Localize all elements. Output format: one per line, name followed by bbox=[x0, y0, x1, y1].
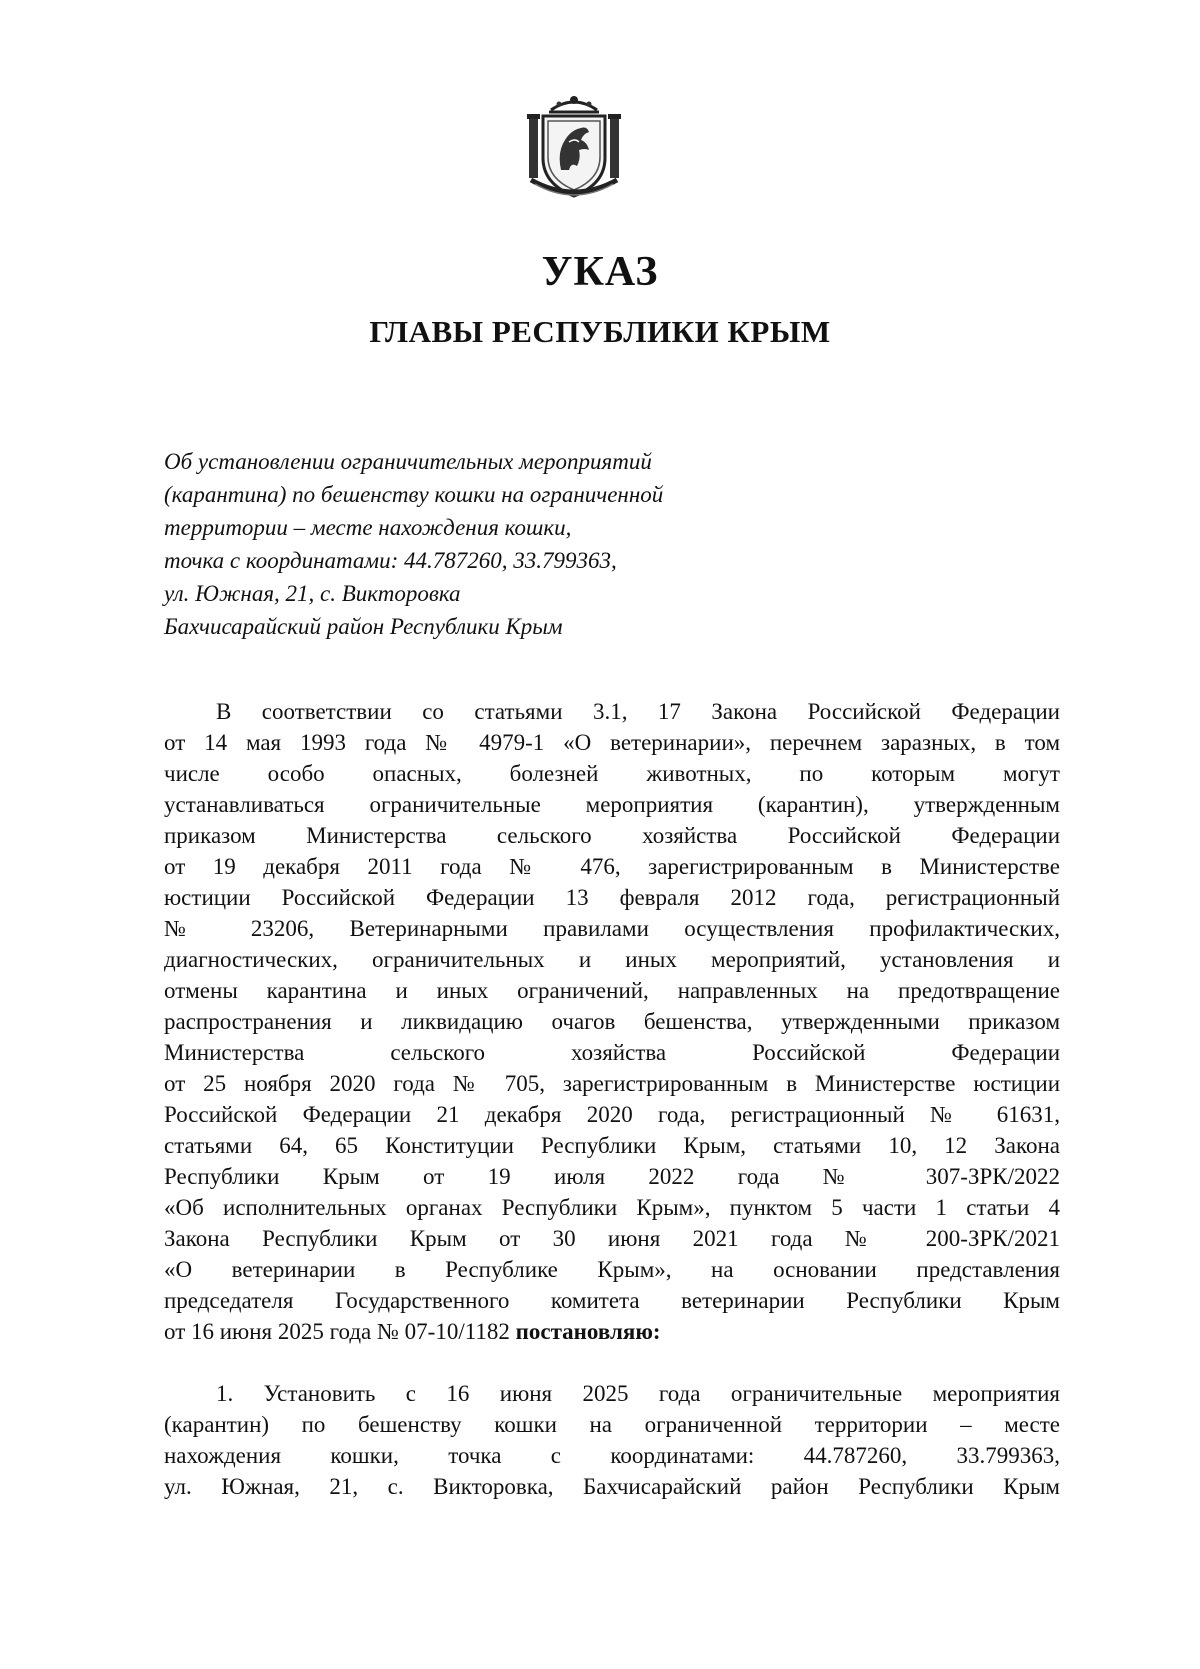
decree-word: постановляю: bbox=[515, 1319, 661, 1344]
paragraph-line: от 19 декабря 2011 года № 476, зарегистрированным в Министерстве bbox=[164, 854, 1060, 879]
paragraph-line: нахождения кошки, точка с координатами: 44.787260, 33.799363, bbox=[164, 1443, 1060, 1468]
paragraph-line: распространения и ликвидацию очагов бешенства, утвержденными приказом bbox=[164, 1009, 1060, 1034]
paragraph-line: № 23206, Ветеринарными правилами осуществления профилактических, bbox=[164, 916, 1060, 941]
paragraph-line: числе особо опасных, болезней животных, по которым могут bbox=[164, 761, 1060, 786]
paragraph-line: В соответствии со статьями 3.1, 17 Закона Российской Федерации bbox=[216, 699, 1060, 724]
decree-subject bbox=[164, 445, 804, 643]
subject-line: ул. Южная, 21, с. Викторовка bbox=[164, 581, 461, 606]
paragraph-line: Республики Крым от 19 июля 2022 года № 307-ЗРК/2022 bbox=[164, 1164, 1060, 1189]
paragraph-line: от 14 мая 1993 года № 4979-1 «О ветеринарии», перечнем заразных, в том bbox=[164, 730, 1060, 755]
preamble-paragraph bbox=[164, 696, 1060, 1347]
paragraph-line: диагностических, ограничительных и иных мероприятий, установления и bbox=[164, 947, 1060, 972]
decree-reference: от 16 июня 2025 года № 07-10/1182 bbox=[164, 1319, 510, 1344]
paragraph-line: ул. Южная, 21, с. Викторовка, Бахчисарайский район Республики Крым bbox=[164, 1474, 1060, 1499]
paragraph-line: 1. Установить с 16 июня 2025 года ограничительные мероприятия bbox=[216, 1381, 1060, 1406]
paragraph-line: «Об исполнительных органах Республики Крым», пунктом 5 части 1 статьи 4 bbox=[164, 1195, 1060, 1220]
subject-line: Об установлении ограничительных мероприятий bbox=[164, 449, 652, 474]
subject-line: точка с координатами: 44.787260, 33.799363, bbox=[164, 548, 617, 573]
paragraph-last-line bbox=[164, 1316, 1060, 1347]
paragraph-line: (карантин) по бешенству кошки на ограниченной территории – месте bbox=[164, 1412, 1060, 1437]
paragraph-line: отмены карантина и иных ограничений, направленных на предотвращение bbox=[164, 978, 1060, 1003]
document-title: УКАЗ bbox=[541, 249, 659, 295]
subject-line: (карантина) по бешенству кошки на ограниченной bbox=[164, 482, 664, 507]
subject-line: Бахчисарайский район Республики Крым bbox=[164, 614, 563, 639]
paragraph-line: устанавливаться ограничительные мероприятия (карантин), утвержденным bbox=[164, 792, 1060, 817]
document-subtitle: ГЛАВЫ РЕСПУБЛИКИ КРЫМ bbox=[369, 314, 831, 349]
clause-1-paragraph bbox=[164, 1378, 1060, 1502]
paragraph-line: Министерства сельского хозяйства Российской Федерации bbox=[164, 1040, 1060, 1065]
paragraph-line: статьями 64, 65 Конституции Республики Крым, статьями 10, 12 Закона bbox=[164, 1133, 1060, 1158]
paragraph-line: приказом Министерства сельского хозяйства Российской Федерации bbox=[164, 823, 1060, 848]
paragraph-line: от 25 ноября 2020 года № 705, зарегистрированным в Министерстве юстиции bbox=[164, 1071, 1060, 1096]
paragraph-line: Закона Республики Крым от 30 июня 2021 года № 200-ЗРК/2021 bbox=[164, 1226, 1060, 1251]
paragraph-line: Российской Федерации 21 декабря 2020 года, регистрационный № 61631, bbox=[164, 1102, 1060, 1127]
paragraph-line: «О ветеринарии в Республике Крым», на основании представления bbox=[164, 1257, 1060, 1282]
paragraph-line: председателя Государственного комитета ветеринарии Республики Крым bbox=[164, 1288, 1060, 1313]
crimea-coat-of-arms-emblem bbox=[521, 92, 627, 202]
paragraph-line: юстиции Российской Федерации 13 февраля 2012 года, регистрационный bbox=[164, 885, 1060, 910]
subject-line: территории – месте нахождения кошки, bbox=[164, 515, 572, 540]
